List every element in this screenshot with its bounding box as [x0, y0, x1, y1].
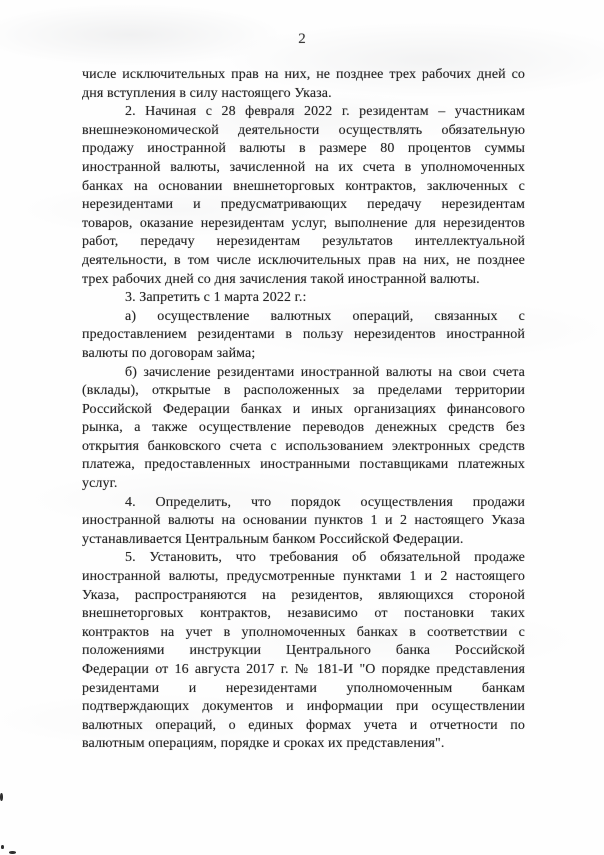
text-line: 3. Запретить с 1 марта 2022 г.: — [125, 290, 307, 306]
text-line: услуг. — [82, 476, 118, 492]
paragraph — [82, 66, 525, 103]
text-line: продажу иностранной валюты в размере 80 процентов суммы — [82, 141, 525, 157]
text-line: рынка, а также осуществление переводов денежных средств без — [82, 420, 525, 436]
text-line: числе исключительных прав на них, не позднее трех рабочих дней со — [82, 67, 525, 82]
text-line: (вклады), открытые в расположенных за пределами территории — [82, 383, 525, 399]
text-line: 4. Определить, что порядок осуществления продажи — [125, 494, 525, 510]
scan-artifact — [1, 845, 4, 849]
text-line: товаров, оказание нерезидентам услуг, выполнение для нерезидентов — [82, 215, 525, 231]
paragraph — [82, 549, 525, 754]
document-body — [82, 66, 525, 754]
text-line: иностранной валюты на основании пунктов 1 и 2 настоящего Указа — [82, 513, 525, 529]
text-line: устанавливается Центральным банком Российской Федерации. — [82, 531, 464, 547]
text-line: иностранной валюты, предусмотренные пунктами 1 и 2 настоящего — [82, 569, 525, 585]
text-line: предоставлением резидентами в пользу нерезидентов иностранной — [82, 327, 525, 343]
text-line: Российской Федерации банках и иных организациях финансового — [82, 401, 525, 417]
paragraph — [82, 103, 525, 289]
paragraph — [82, 308, 525, 364]
text-line: а) осуществление валютных операций, связанных с — [125, 308, 525, 324]
scan-artifact — [0, 793, 3, 801]
text-line: нерезидентами и предусматривающих передачу нерезидентам — [82, 197, 525, 213]
text-line: Федерации от 16 августа 2017 г. № 181-И "О порядке представления — [82, 662, 525, 677]
paragraph — [82, 289, 525, 308]
paragraph — [82, 364, 525, 494]
text-line: банках на основании внешнеторговых контрактов, заключенных с — [82, 178, 525, 194]
text-line: валютным операциям, порядке и сроках их представления". — [82, 736, 445, 752]
page-number: 2 — [298, 31, 306, 47]
text-line: деятельности, в том числе исключительных прав на них, не позднее — [82, 252, 525, 268]
scan-artifact — [9, 851, 16, 854]
text-line: резидентами и нерезидентами уполномоченным банкам — [82, 680, 525, 696]
text-line: Указа, распространяются на резидентов, являющихся стороной — [82, 587, 525, 603]
text-line: иностранной валюты, зачисленной на их счета в уполномоченных — [82, 159, 525, 175]
text-line: подтверждающих документов и информации при осуществлении — [82, 699, 525, 715]
paragraph — [82, 494, 525, 550]
text-line: платежа, предоставленных иностранными поставщиками платежных — [82, 457, 525, 473]
text-line: валюты по договорам займа; — [82, 345, 256, 361]
text-line: положениями инструкции Центрального банка Российской — [82, 643, 525, 659]
text-line: внешнеэкономической деятельности осуществлять обязательную — [82, 122, 525, 138]
text-line: контрактов на учет в уполномоченных банках в соответствии с — [82, 624, 525, 640]
text-line: трех рабочих дней со дня зачисления такой иностранной валюты. — [82, 271, 480, 287]
text-line: открытия банковского счета с использованием электронных средств — [82, 438, 525, 454]
text-line: 2. Начиная с 28 февраля 2022 г. резидентам – участникам — [125, 104, 525, 120]
text-line: внешнеторговых контрактов, независимо от постановки таких — [82, 606, 525, 622]
text-line: б) зачисление резидентами иностранной валюты на свои счета — [125, 364, 525, 380]
text-line: дня вступления в силу настоящего Указа. — [82, 85, 332, 101]
text-line: работ, передачу нерезидентам результатов интеллектуальной — [82, 234, 525, 250]
text-line: 5. Установить, что требования об обязательной продаже — [125, 550, 525, 566]
text-line: валютных операций, о единых формах учета и отчетности по — [82, 717, 525, 733]
